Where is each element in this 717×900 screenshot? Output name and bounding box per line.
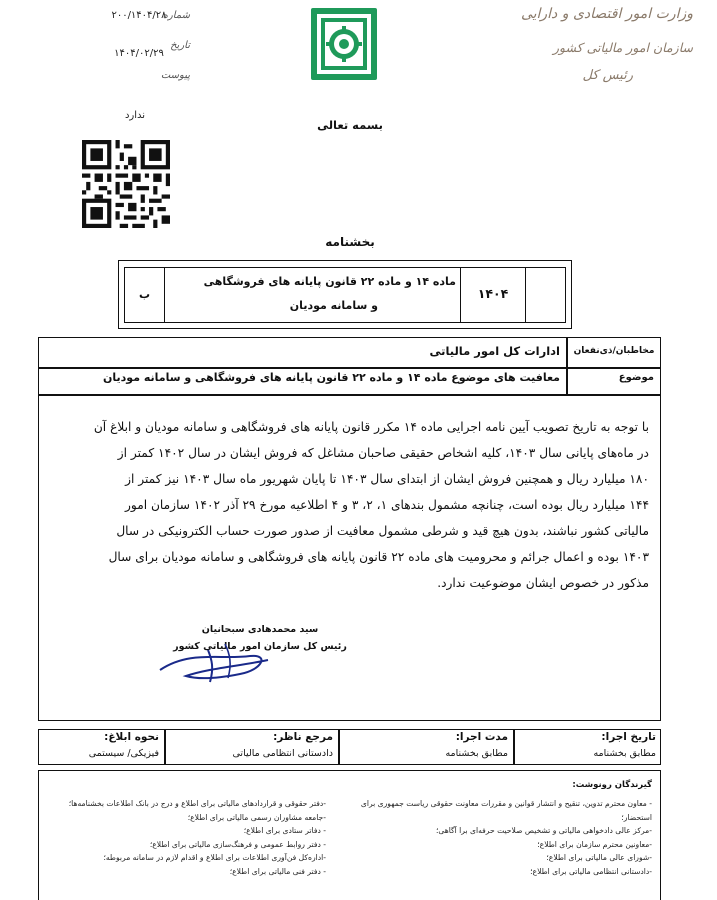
qr-code: [82, 140, 170, 228]
authority-value: دادستانی انتظامی مالیاتی: [232, 748, 333, 759]
ministry-name: وزارت امور اقتصادی و دارایی: [520, 6, 693, 22]
cc-item: استحضار؛: [621, 812, 652, 822]
document-type: بخشنامه: [325, 235, 375, 249]
notify-label: نحوه ابلاغ:: [104, 731, 159, 743]
subject-label: موضوع: [618, 372, 654, 383]
cc-list-right: [330, 797, 652, 878]
cc-item: -شورای عالی مالیاتی برای اطلاع؛: [546, 853, 652, 862]
body-line: ۱۴۴ میلیارد ریال بوده است، چنانچه مشمول بندهای ۱، ۲، ۳ و ۴ اطلاعیه مورخ ۲۹ آذر ۱۴۰۲ سازمان امور: [125, 498, 649, 512]
letter-date-label: تاریخ: [170, 40, 190, 51]
addressees-value: ادارات کل امور مالیاتی: [429, 344, 560, 358]
letter-body: [46, 414, 649, 596]
duration-label: مدت اجرا:: [455, 731, 508, 743]
cc-title: گیرندگان رونوشت:: [572, 780, 652, 790]
attachment-value: ندارد: [124, 110, 146, 121]
cc-item: - معاون محترم تدوین، تنقیح و انتشار قوانین و مقررات معاونت حقوقی ریاست جمهوری برای: [360, 799, 652, 808]
signer-name: سید محمدهادی سبحانیان: [201, 624, 319, 635]
duration-value: مطابق بخشنامه: [445, 748, 508, 759]
body-line: ۱۸۰ میلیارد ریال و همچنین فروش ایشان از ابتدای سال ۱۴۰۳ تا پایان شهریور ماه سال ۱۴۰۳ نیز کمتر از: [125, 472, 649, 486]
exec-date-label: تاریخ اجرا:: [601, 731, 656, 743]
cc-item: -معاونین محترم سازمان برای اطلاع؛: [537, 839, 652, 849]
head-title: رئیس کل: [582, 68, 633, 83]
cc-item: - دفتر فنی مالیاتی برای اطلاع؛: [229, 866, 326, 876]
body-line: ۱۴۰۳ بوده و اعمال جرائم و محرومیت های ماده ۲۲ قانون پایانه های فروشگاهی و سامانه مودیان برای سال: [108, 550, 649, 564]
notify-value: فیزیکی/ سیستمی: [88, 748, 159, 759]
cc-item: - دفاتر ستادی برای اطلاع؛: [243, 826, 326, 835]
cc-item: -دفتر حقوقی و قراردادهای مالیاتی برای اطلاع و درج در بانک اطلاعات بخشنامه‌ها؛: [68, 799, 326, 808]
body-line: مالیاتی کشور نباشند، بدون هیچ قید و شرطی مشمول معافیت از صدور صورت حساب الکترونیکی در سال: [116, 524, 649, 538]
authority-label: مرجع ناظر:: [273, 731, 333, 743]
basmala: بسمه تعالی: [317, 118, 383, 132]
body-line: با توجه به تاریخ تصویب آیین نامه اجرایی ماده ۱۴ مکرر قانون پایانه های فروشگاهی و سامانه مودیان و ابلاغ آن: [93, 420, 649, 434]
body-line: در ماه‌های پایانی سال ۱۴۰۳، کلیه اشخاص حقیقی صاحبان مشاغل که فروش ایشان در سال ۱۴۰۲ کمتر از: [117, 446, 649, 460]
signer-title: رئیس کل سازمان امور مالیاتی کشور: [173, 641, 347, 652]
info-year: ۱۴۰۴: [477, 286, 509, 301]
cc-list-left: [44, 797, 326, 878]
cc-item: -جامعه مشاوران رسمی مالیاتی برای اطلاع؛: [187, 812, 326, 822]
info-letter: ب: [138, 288, 151, 301]
subject-value: معافیت های موضوع ماده ۱۴ و ماده ۲۲ قانون پایانه های فروشگاهی و سامانه مودیان: [103, 371, 560, 384]
info-subject-line1: ماده ۱۴ و ماده ۲۲ قانون پایانه های فروشگاهی: [203, 275, 456, 288]
tax-organization-logo: [305, 2, 383, 86]
info-subject-line2: و سامانه مودیان: [289, 299, 378, 312]
cc-item: - دفتر روابط عمومی و فرهنگ‌سازی مالیاتی برای اطلاع؛: [149, 839, 326, 849]
organization-name: سازمان امور مالیاتی کشور: [553, 40, 693, 55]
body-line: مذکور در خصوص ایشان موضوعیت ندارد.: [437, 576, 649, 590]
letter-number: ۲۰۰/۱۴۰۴/۲۸: [111, 10, 167, 21]
cc-item: -اداره‌کل فن‌آوری اطلاعات برای اطلاع و اقدام لازم در سامانه مربوطه؛: [103, 853, 326, 862]
letter-number-label: شماره: [162, 10, 190, 21]
signature-scribble: [150, 630, 290, 690]
info-cell-blank: [525, 267, 566, 323]
cc-item: -دادستانی انتظامی مالیاتی برای اطلاع؛: [530, 866, 652, 876]
attachment-label: پیوست: [160, 70, 190, 81]
cc-item: -مرکز عالی دادخواهی مالیاتی و تشخیص صلاحیت حرفه‌ای برا آگاهی؛: [435, 826, 652, 835]
exec-date-value: مطابق بخشنامه: [593, 748, 656, 759]
letter-date: ۱۴۰۴/۰۲/۲۹: [114, 48, 164, 59]
addressees-label: مخاطبان/ذی‌نفعان: [573, 346, 655, 356]
